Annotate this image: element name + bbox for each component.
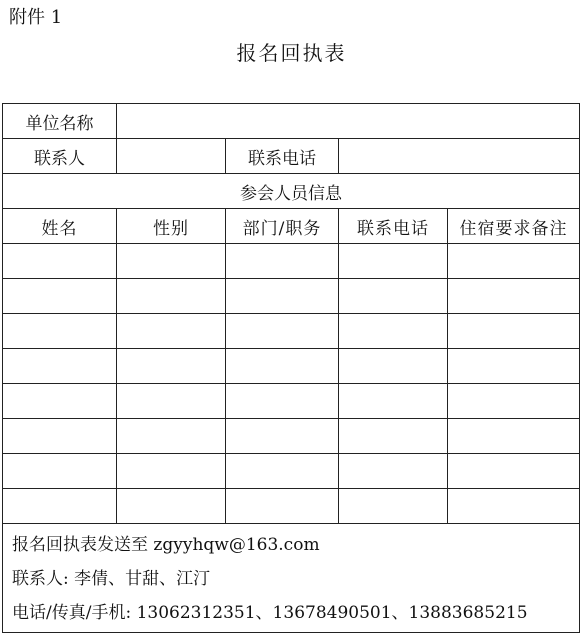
participant-name-cell[interactable]: [3, 349, 117, 384]
column-header-phone: 联系电话: [339, 209, 448, 244]
participant-gender-cell[interactable]: [117, 314, 226, 349]
table-row: [3, 384, 580, 419]
phones-line: 电话/传真/手机: 13062312351、13678490501、13883685215: [12, 603, 528, 623]
contact-label: 联系人: [3, 139, 117, 174]
participant-gender-cell[interactable]: [117, 454, 226, 489]
participant-phone-cell[interactable]: [339, 279, 448, 314]
participant-name-cell[interactable]: [3, 419, 117, 454]
unit-name-row: [3, 104, 580, 139]
participant-gender-cell[interactable]: [117, 419, 226, 454]
contact-row: [3, 139, 580, 174]
send-to-email-line: 报名回执表发送至 zgyyhqw@163.com: [12, 535, 320, 555]
unit-name-field[interactable]: [117, 104, 580, 139]
column-header-gender: 性别: [117, 209, 226, 244]
participant-phone-cell[interactable]: [339, 419, 448, 454]
participant-name-cell[interactable]: [3, 489, 117, 524]
participant-department-position-cell[interactable]: [226, 384, 339, 419]
participant-department-position-cell[interactable]: [226, 349, 339, 384]
participant-name-cell[interactable]: [3, 384, 117, 419]
participant-gender-cell[interactable]: [117, 244, 226, 279]
participant-department-position-cell[interactable]: [226, 244, 339, 279]
column-header-department-position: 部门/职务: [226, 209, 339, 244]
participant-name-cell[interactable]: [3, 244, 117, 279]
participant-accommodation-notes-cell[interactable]: [448, 244, 580, 279]
contacts-line: 联系人: 李倩、甘甜、江汀: [12, 569, 211, 589]
unit-name-label: 单位名称: [3, 104, 117, 139]
participant-accommodation-notes-cell[interactable]: [448, 314, 580, 349]
registration-form-table: [2, 103, 580, 633]
participant-gender-cell[interactable]: [117, 384, 226, 419]
participant-gender-cell[interactable]: [117, 489, 226, 524]
participant-name-cell[interactable]: [3, 454, 117, 489]
participant-accommodation-notes-cell[interactable]: [448, 349, 580, 384]
participant-phone-cell[interactable]: [339, 349, 448, 384]
contact-field[interactable]: [117, 139, 226, 174]
column-header-name: 姓名: [3, 209, 117, 244]
table-row: [3, 419, 580, 454]
participant-phone-cell[interactable]: [339, 244, 448, 279]
participant-department-position-cell[interactable]: [226, 489, 339, 524]
table-row: [3, 244, 580, 279]
participant-accommodation-notes-cell[interactable]: [448, 454, 580, 489]
footer-info: [3, 524, 580, 633]
participant-department-position-cell[interactable]: [226, 419, 339, 454]
table-row: [3, 454, 580, 489]
table-row: [3, 349, 580, 384]
participant-accommodation-notes-cell[interactable]: [448, 419, 580, 454]
participant-phone-cell[interactable]: [339, 384, 448, 419]
participant-department-position-cell[interactable]: [226, 454, 339, 489]
participants-header-row: [3, 209, 580, 244]
participant-rows: [3, 244, 580, 524]
participant-gender-cell[interactable]: [117, 279, 226, 314]
participants-section-title: 参会人员信息: [3, 174, 580, 209]
table-row: [3, 314, 580, 349]
participant-phone-cell[interactable]: [339, 454, 448, 489]
footer-row: [3, 524, 580, 633]
participant-phone-cell[interactable]: [339, 314, 448, 349]
column-header-accommodation-notes: 住宿要求备注: [448, 209, 580, 244]
participant-name-cell[interactable]: [3, 279, 117, 314]
page-title: 报名回执表: [236, 41, 347, 65]
table-row: [3, 279, 580, 314]
participant-accommodation-notes-cell[interactable]: [448, 489, 580, 524]
phone-field[interactable]: [339, 139, 580, 174]
participant-accommodation-notes-cell[interactable]: [448, 384, 580, 419]
participant-name-cell[interactable]: [3, 314, 117, 349]
participant-accommodation-notes-cell[interactable]: [448, 279, 580, 314]
phone-label: 联系电话: [226, 139, 339, 174]
participant-department-position-cell[interactable]: [226, 314, 339, 349]
participant-gender-cell[interactable]: [117, 349, 226, 384]
table-row: [3, 489, 580, 524]
participants-section-row: [3, 174, 580, 209]
participant-department-position-cell[interactable]: [226, 279, 339, 314]
attachment-label: 附件 1: [9, 7, 63, 28]
participant-phone-cell[interactable]: [339, 489, 448, 524]
